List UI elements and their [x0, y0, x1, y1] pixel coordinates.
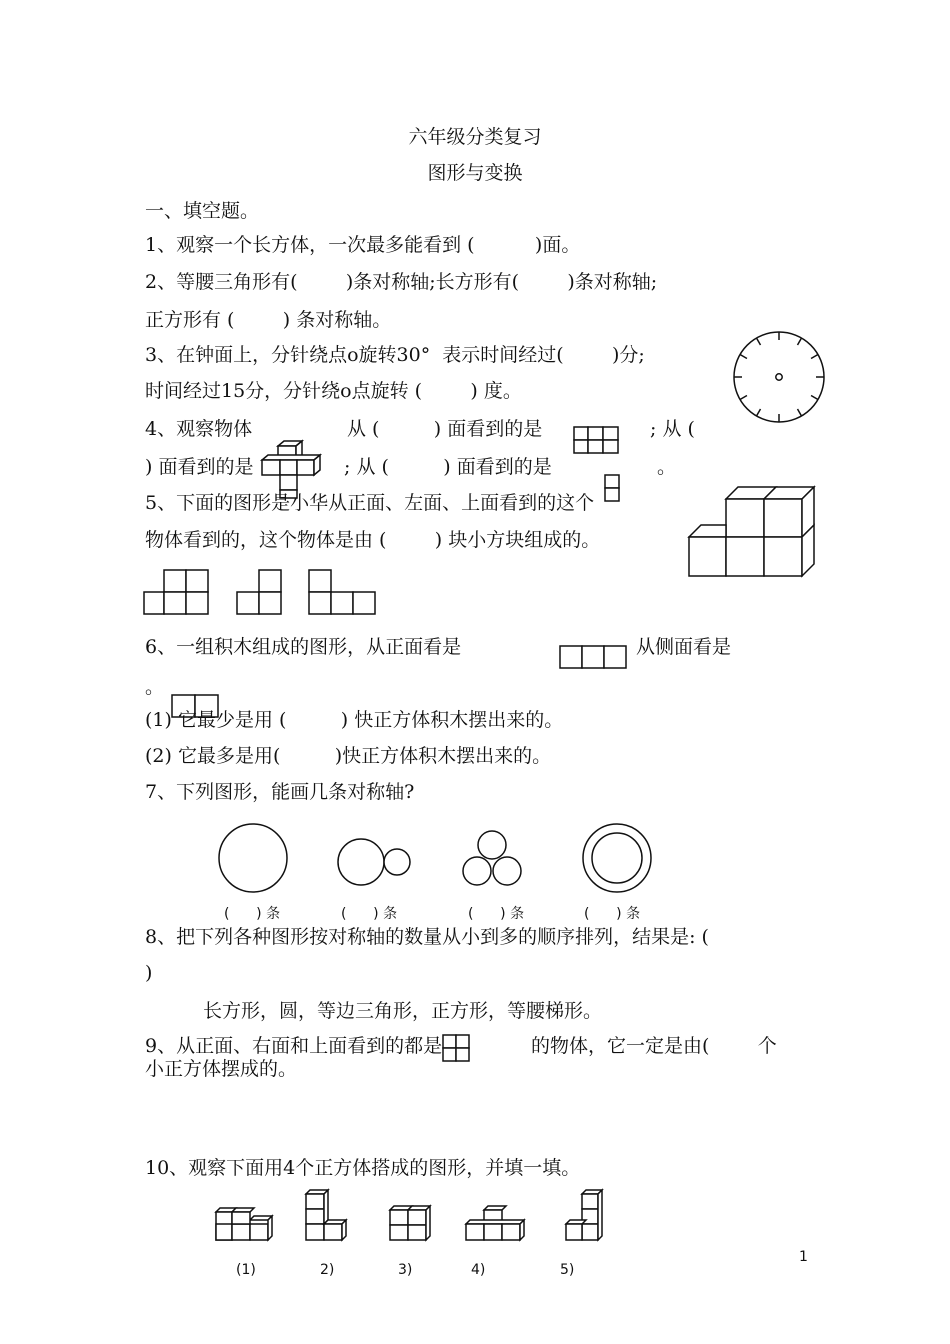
- page-subtitle: 图形与变换: [427, 162, 523, 184]
- question-3-line-2: 时间经过15分，分针绕o点旋转 ( ) 度。: [145, 380, 522, 402]
- question-9-line-1a: 9、从正面、右面和上面看到的都是: [145, 1035, 443, 1057]
- q4-solid-figure: [262, 440, 328, 500]
- q9-view: [442, 1034, 470, 1062]
- question-4-line-2b: ; 从 ( ) 面看到的是: [344, 456, 552, 478]
- q5-view-left: [237, 570, 281, 614]
- question-6-line-1a: 6、一组积木组成的图形，从正面看是: [145, 636, 462, 658]
- q10-figures: [212, 1186, 612, 1246]
- q10-label-3: 3): [398, 1262, 413, 1278]
- q7-figure-2-two-circles: [338, 839, 410, 885]
- page-title: 六年级分类复习: [408, 126, 542, 148]
- question-5-line-1: 5、下面的图形是小华从正面、左面、上面看到的这个: [145, 492, 595, 514]
- question-1: 1、观察一个长方体，一次最多能看到 ( )面。: [145, 234, 581, 256]
- q7-figure-3-three-circles: [463, 831, 521, 885]
- question-6-part-2: (2) 它最多是用( )快正方体积木摆出来的。: [145, 745, 552, 767]
- question-4-line-1b: 从 ( ) 面看到的是: [347, 418, 543, 440]
- clock-face-figure: [732, 330, 826, 424]
- q10-label-5: 5): [560, 1262, 575, 1278]
- section-heading: 一、填空题。: [145, 200, 260, 222]
- question-4-line-2c: 。: [657, 456, 677, 478]
- clock-center-point: [776, 374, 782, 380]
- question-10: 10、观察下面用4个正方体搭成的图形，并填一填。: [145, 1157, 581, 1179]
- q10-label-2: 2): [320, 1262, 335, 1278]
- q7-answer-4: ( ) 条: [584, 906, 641, 922]
- q7-answer-2: ( ) 条: [341, 906, 398, 922]
- q5-three-views: [143, 568, 377, 616]
- q10-figure-2: [306, 1190, 346, 1240]
- question-6-line-1b: 从侧面看是: [636, 636, 732, 658]
- q7-answer-3: ( ) 条: [468, 906, 525, 922]
- q10-label-4: 4): [471, 1262, 486, 1278]
- question-8-line-1: 8、把下列各种图形按对称轴的数量从小到多的顺序排列，结果是: (: [145, 926, 709, 948]
- question-9-line-2: 小正方体摆成的。: [145, 1058, 298, 1080]
- q5-solid-figure: [688, 486, 818, 578]
- page-number: 1: [799, 1249, 808, 1265]
- question-3-line-1: 3、在钟面上，分针绕点o旋转30° 表示时间经过( )分;: [145, 344, 645, 366]
- question-2-line-2: 正方形有 ( ) 条对称轴。: [145, 309, 392, 331]
- q7-figures: [215, 820, 665, 896]
- q6-front-view: [559, 645, 627, 669]
- q10-figure-3: [390, 1206, 430, 1240]
- question-4-line-1a: 4、观察物体: [145, 418, 253, 440]
- question-5-line-2: 物体看到的，这个物体是由 ( ) 块小方块组成的。: [145, 529, 601, 551]
- question-9-line-1b: 的物体，它一定是由( 个: [531, 1035, 777, 1057]
- q4-view-b: [604, 474, 620, 502]
- question-6-part-1: (1) 它最少是用 ( ) 快正方体积木摆出来的。: [145, 709, 564, 731]
- q5-view-top: [309, 570, 375, 614]
- question-8-line-3: 长方形，圆，等边三角形，正方形，等腰梯形。: [203, 1000, 603, 1022]
- q4-view-a: [573, 426, 619, 454]
- q7-answer-1: ( ) 条: [224, 906, 281, 922]
- question-4-line-2a: ) 面看到的是: [145, 456, 254, 478]
- q10-figure-1: [216, 1208, 272, 1240]
- question-2-line-1: 2、等腰三角形有( )条对称轴;长方形有( )条对称轴;: [145, 271, 658, 293]
- q10-label-1: (1): [236, 1262, 256, 1278]
- q7-figure-1-circle: [219, 824, 287, 892]
- question-8-line-2: ): [145, 962, 153, 984]
- q7-figure-4-ring: [583, 824, 651, 892]
- question-7: 7、下列图形，能画几条对称轴?: [145, 781, 415, 803]
- q5-view-front: [144, 570, 208, 614]
- q10-figure-5: [566, 1190, 602, 1240]
- question-4-line-1c: ; 从 (: [650, 418, 695, 440]
- q10-figure-4: [466, 1206, 524, 1240]
- question-6-line-2: 。: [145, 676, 165, 698]
